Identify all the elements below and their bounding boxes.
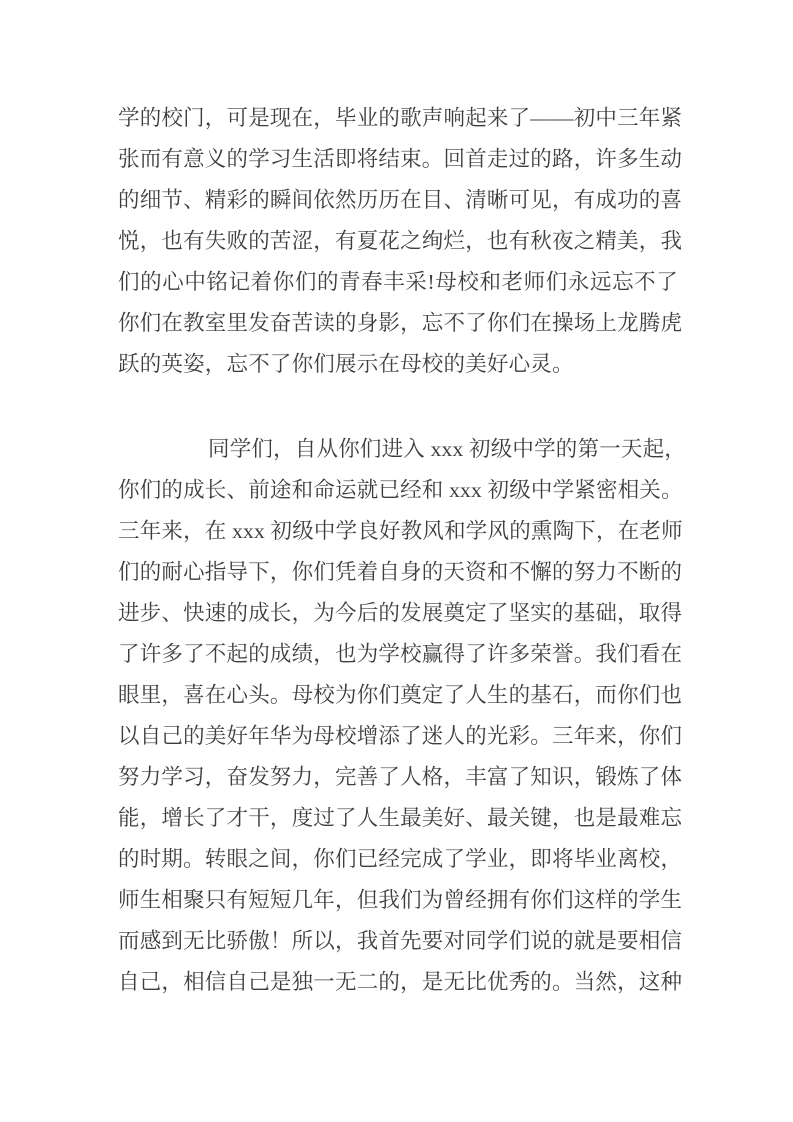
text-line: 眼里，喜在心头。母校为你们奠定了人生的基石，而你们也 <box>118 683 683 707</box>
paragraph-1 <box>118 98 683 385</box>
text-line: 你们在教室里发奋苦读的身影，忘不了你们在操场上龙腾虎 <box>118 311 683 335</box>
text-block <box>118 98 687 1003</box>
text-line: 张而有意义的学习生活即将结束。回首走过的路，许多生动 <box>118 147 683 171</box>
text-line: 了许多了不起的成绩，也为学校赢得了许多荣誉。我们看在 <box>118 642 683 666</box>
text-line: 三年来，在 xxx 初级中学良好教风和学风的熏陶下，在老师 <box>118 519 683 543</box>
text-line: 学的校门，可是现在，毕业的歌声响起来了——初中三年紧 <box>118 106 683 130</box>
text-line: 悦，也有失败的苦涩，有夏花之绚烂，也有秋夜之精美，我 <box>118 229 683 253</box>
text-line: 以自己的美好年华为母校增添了迷人的光彩。三年来，你们 <box>118 724 683 748</box>
text-line: 们的心中铭记着你们的青春丰采!母校和老师们永远忘不了 <box>118 270 678 294</box>
text-line: 自己，相信自己是独一无二的，是无比优秀的。当然，这种 <box>118 970 683 994</box>
text-line: 的细节、精彩的瞬间依然历历在目、清晰可见，有成功的喜 <box>118 188 683 212</box>
text-line: 你们的成长、前途和命运就已经和 xxx 初级中学紧密相关。 <box>118 478 683 502</box>
text-line: 同学们，自从你们进入 xxx 初级中学的第一天起， <box>208 437 687 461</box>
text-line: 跃的英姿，忘不了你们展示在母校的美好心灵。 <box>118 352 574 376</box>
text-line: 的时期。转眼之间，你们已经完成了学业，即将毕业离校， <box>118 847 683 871</box>
text-line: 而感到无比骄傲！所以，我首先要对同学们说的就是要相信 <box>118 929 683 953</box>
text-line: 师生相聚只有短短几年，但我们为曾经拥有你们这样的学生 <box>118 888 683 912</box>
text-line: 们的耐心指导下，你们凭着自身的天资和不懈的努力不断的 <box>118 560 683 584</box>
text-line: 努力学习，奋发努力，完善了人格，丰富了知识，锻炼了体 <box>118 765 683 789</box>
text-line: 进步、快速的成长，为今后的发展奠定了坚实的基础，取得 <box>118 601 683 625</box>
paragraph-2 <box>118 429 687 1003</box>
text-line: 能，增长了才干，度过了人生最美好、最关键，也是最难忘 <box>118 806 683 830</box>
